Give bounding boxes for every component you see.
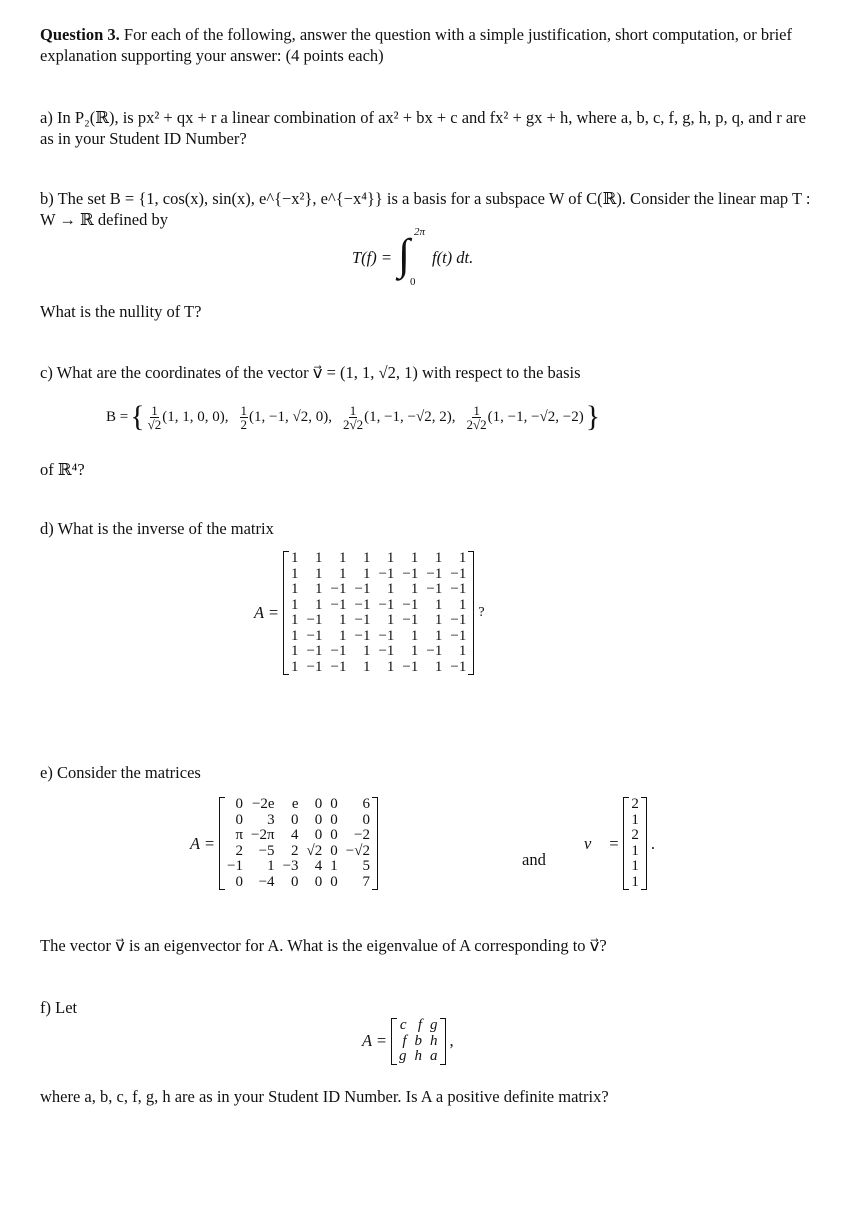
left-brace: { xyxy=(130,400,145,433)
matrix-d-cell: 1 xyxy=(315,581,323,597)
matrix-d-cell: 1 xyxy=(410,627,419,644)
matrix-d-cell: 1 xyxy=(386,612,395,628)
vector-lhs: v⃗ = xyxy=(584,833,620,853)
matrix-d-cell: −1 xyxy=(378,565,395,582)
matrix-e-row xyxy=(223,844,374,860)
vector-v-cell: 1 xyxy=(631,873,639,890)
matrix-f-lhs: A = xyxy=(362,1031,388,1051)
matrix-e-cell: 0 xyxy=(291,873,299,890)
matrix-d-cell: −1 xyxy=(330,581,347,597)
matrix-d-cell: 1 xyxy=(291,658,299,675)
matrix-d-row xyxy=(287,567,470,583)
matrix-d-cell: −1 xyxy=(330,658,347,675)
matrix-e-cell: −2π xyxy=(251,827,275,843)
vector-v-cell: 2 xyxy=(631,796,639,812)
matrix-e-cell: −1 xyxy=(227,858,244,874)
matrix-f-row xyxy=(395,1049,442,1065)
matrix-d-cell: −1 xyxy=(402,596,419,613)
matrix-d-cell: −1 xyxy=(378,643,395,659)
matrix-d-row xyxy=(287,598,470,614)
vector-v-row xyxy=(627,797,643,813)
vector-v-row xyxy=(627,875,643,891)
matrix-f-cell: h xyxy=(414,1048,423,1064)
matrix-e-row xyxy=(223,859,374,875)
matrix-e-cell: 3 xyxy=(267,811,275,828)
part-d-matrix-block xyxy=(254,551,485,675)
part-b-question-text: What is the nullity of T? xyxy=(40,302,202,321)
matrix-d-row xyxy=(287,582,470,598)
part-c xyxy=(40,362,820,383)
matrix-d-cell: 1 xyxy=(410,643,419,659)
part-e-question xyxy=(40,935,820,956)
matrix-e-cell: 0 xyxy=(314,811,323,828)
matrix-d-cell: −1 xyxy=(426,643,443,659)
basis-vector-2: (1, −1, √2, 0), xyxy=(249,408,332,425)
matrix-d-cell: 1 xyxy=(410,581,419,597)
matrix-e-cell: −2 xyxy=(354,827,370,843)
vector-v-cell: 1 xyxy=(631,842,639,859)
and-word: and xyxy=(522,850,546,869)
part-e-question-text: The vector v⃗ is an eigenvector for A. What is the eigenvalue of A corresponding to v⃗? xyxy=(40,936,607,955)
basis-lhs: B = xyxy=(106,408,129,425)
matrix-d-cell: −1 xyxy=(426,565,443,582)
matrix-d-cell: 1 xyxy=(410,550,419,566)
matrix-e-cell: −3 xyxy=(282,858,299,874)
matrix-d-cell: −1 xyxy=(354,581,371,597)
matrix-e-row xyxy=(223,828,374,844)
matrix-d-cell: −1 xyxy=(354,612,371,628)
part-e xyxy=(40,762,820,783)
part-e-matrix-block xyxy=(190,797,378,890)
part-c-tail-text: of ℝ⁴? xyxy=(40,460,85,479)
matrix-e-cell: 0 xyxy=(314,827,323,843)
matrix-e-cell: −2e xyxy=(251,796,275,812)
matrix-d-qmark: ? xyxy=(478,605,485,620)
vector-v-cell: 1 xyxy=(631,858,639,874)
matrix-e-cell: 0 xyxy=(235,811,244,828)
v3-frac: $\frac{1}{2√2}$ xyxy=(342,402,364,432)
matrix-e-cell: e xyxy=(291,796,299,812)
matrix-d-cell: 1 xyxy=(291,550,299,566)
question-intro: For each of the following, answer the question with a simple justification, short computation, or brief explanation supporting your answer: (4 points each) xyxy=(40,25,792,65)
part-b xyxy=(40,188,820,230)
matrix-d-cell: −1 xyxy=(378,627,395,644)
matrix-d-lhs: A = xyxy=(254,603,280,622)
part-e-vector-block xyxy=(584,797,655,890)
matrix-d-cell: −1 xyxy=(426,581,443,597)
v2-frac: $\frac{1}{2}$ xyxy=(240,402,248,432)
matrix-d-cell: 1 xyxy=(434,658,443,675)
vector-v-row xyxy=(627,828,643,844)
part-b-question xyxy=(40,301,820,322)
matrix-d-cell: 1 xyxy=(458,643,467,659)
part-f-text: f) Let xyxy=(40,998,78,1017)
vector-v-cell: 2 xyxy=(631,827,639,843)
matrix-d-cell: −1 xyxy=(402,565,419,582)
matrix-d-cell: −1 xyxy=(450,581,467,597)
matrix-d-cell: −1 xyxy=(306,658,323,675)
matrix-d-cell: −1 xyxy=(330,643,347,659)
part-f-matrix-block xyxy=(362,1018,454,1065)
matrix-d-cell: 1 xyxy=(291,612,299,628)
matrix-e-cell: 5 xyxy=(362,858,370,874)
matrix-d-row xyxy=(287,660,470,676)
matrix-d-cell: 1 xyxy=(362,658,371,675)
matrix-d-cell: 1 xyxy=(291,581,299,597)
matrix-e xyxy=(219,797,378,890)
matrix-d-cell: −1 xyxy=(354,627,371,644)
matrix-d-cell: −1 xyxy=(450,658,467,675)
matrix-d-cell: 1 xyxy=(434,596,443,613)
matrix-d-row xyxy=(287,613,470,629)
matrix-d-cell: −1 xyxy=(378,596,395,613)
matrix-d-row xyxy=(287,629,470,645)
matrix-e-cell: 0 xyxy=(314,796,323,812)
matrix-d-cell: −1 xyxy=(354,596,371,613)
vector-period: . xyxy=(650,833,656,853)
part-d-text: d) What is the inverse of the matrix xyxy=(40,519,274,538)
vector-v-row xyxy=(627,844,643,860)
matrix-e-cell: 6 xyxy=(362,796,370,812)
part-c-tail xyxy=(40,459,820,480)
matrix-e-cell: 2 xyxy=(291,842,299,859)
vector-v-row xyxy=(627,859,643,875)
v1-frac: $\frac{1}{√2}$ xyxy=(147,402,162,432)
matrix-d-cell: 1 xyxy=(338,565,347,582)
matrix-e-cell: 0 xyxy=(362,811,370,828)
integral-upper: 2π xyxy=(414,226,426,238)
matrix-d-cell: −1 xyxy=(450,565,467,582)
part-b-formula xyxy=(352,228,473,288)
right-brace: } xyxy=(585,400,601,433)
matrix-d-cell: 1 xyxy=(362,565,371,582)
basis-vector-4: (1, −1, −√2, −2) xyxy=(487,408,584,425)
matrix-d-cell: −1 xyxy=(306,627,323,644)
matrix-d-cell: 1 xyxy=(458,596,467,613)
matrix-d-cell: −1 xyxy=(402,658,419,675)
integral-lower: 0 xyxy=(410,276,416,288)
matrix-d-cell: −1 xyxy=(450,612,467,628)
part-d xyxy=(40,518,820,539)
matrix-e-cell: −√2 xyxy=(345,842,370,859)
part-c-basis xyxy=(106,400,600,434)
matrix-e-cell: 0 xyxy=(330,811,338,828)
matrix-e-cell: 7 xyxy=(362,873,370,890)
matrix-d-cell: 1 xyxy=(291,565,299,582)
part-f-question xyxy=(40,1086,820,1107)
matrix-f-comma: , xyxy=(449,1031,454,1051)
matrix-f-row xyxy=(395,1034,442,1050)
matrix-f-cell: h xyxy=(430,1032,438,1049)
matrix-e-cell: π xyxy=(235,827,244,843)
vector-v-cell: 1 xyxy=(631,811,639,828)
matrix-f-cell: a xyxy=(430,1048,438,1064)
matrix-e-cell: 1 xyxy=(267,858,275,874)
matrix-d-cell: 1 xyxy=(386,581,395,597)
matrix-d-cell: −1 xyxy=(306,612,323,628)
part-a xyxy=(40,107,820,149)
question-header xyxy=(40,24,820,66)
matrix-d-cell: 1 xyxy=(386,550,395,566)
matrix-f-cell: f xyxy=(417,1017,423,1033)
part-c-text: c) What are the coordinates of the vector v⃗ = (1, 1, √2, 1) with respect to the basis xyxy=(40,363,581,382)
matrix-d-cell: 1 xyxy=(315,565,323,582)
matrix-f xyxy=(391,1018,446,1065)
matrix-d-cell: 1 xyxy=(434,612,443,628)
matrix-f-cell: b xyxy=(414,1032,423,1049)
matrix-d-cell: −1 xyxy=(450,627,467,644)
matrix-d-cell: 1 xyxy=(458,550,467,566)
matrix-d-cell: 1 xyxy=(338,612,347,628)
matrix-e-cell: 0 xyxy=(291,811,299,828)
matrix-e-cell: 0 xyxy=(314,873,323,890)
matrix-f-row xyxy=(395,1018,442,1034)
matrix-d-row xyxy=(287,644,470,660)
matrix-f-cell: g xyxy=(399,1048,407,1064)
matrix-d-cell: −1 xyxy=(330,596,347,613)
matrix-d-cell: 1 xyxy=(291,596,299,613)
matrix-e-cell: 4 xyxy=(314,858,323,874)
matrix-e-cell: 0 xyxy=(330,796,338,812)
matrix-e-row xyxy=(223,875,374,891)
vector-v-row xyxy=(627,813,643,829)
matrix-f-cell: g xyxy=(430,1017,438,1033)
part-b-text: b) The set B = {1, cos(x), sin(x), e^{−x²}, e^{−x⁴}} is a basis for a subspace W of C(ℝ). Consider the linear map T : W → ℝ defined by xyxy=(40,189,811,229)
formula-lhs: T(f) = xyxy=(352,248,393,267)
part-a-text: a) In P₂(ℝ), is px² + qx + r a linear combination of ax² + bx + c and fx² + gx + h, where a, b, c, f, g, h, p, q, and r are as in your Student ID Number? xyxy=(40,108,806,148)
matrix-d xyxy=(283,551,474,675)
matrix-d-cell: 1 xyxy=(291,627,299,644)
matrix-e-cell: √2 xyxy=(306,842,323,859)
matrix-e-cell: 1 xyxy=(330,858,338,874)
basis-vector-3: (1, −1, −√2, 2), xyxy=(364,408,456,425)
integral-sign: ∫ xyxy=(398,230,411,279)
matrix-e-cell: 2 xyxy=(235,842,244,859)
matrix-d-cell: 1 xyxy=(362,643,371,659)
part-e-text: e) Consider the matrices xyxy=(40,763,201,782)
matrix-d-cell: 1 xyxy=(291,643,299,659)
question-label: Question 3. xyxy=(40,25,120,44)
matrix-d-cell: 1 xyxy=(434,627,443,644)
matrix-e-cell: 0 xyxy=(330,842,338,859)
basis-vector-1: (1, 1, 0, 0), xyxy=(162,408,229,425)
matrix-d-cell: 1 xyxy=(434,550,443,566)
matrix-d-cell: 1 xyxy=(386,658,395,675)
matrix-e-cell: 0 xyxy=(235,873,244,890)
matrix-e-cell: 0 xyxy=(330,827,338,843)
matrix-e-cell: 0 xyxy=(330,873,338,890)
integrand: f(t) dt. xyxy=(432,248,474,267)
matrix-d-cell: 1 xyxy=(362,550,371,566)
matrix-d-row xyxy=(287,551,470,567)
matrix-d-cell: 1 xyxy=(315,596,323,613)
matrix-e-cell: 4 xyxy=(291,827,299,843)
matrix-e-row xyxy=(223,813,374,829)
matrix-d-cell: −1 xyxy=(402,612,419,628)
matrix-e-cell: 0 xyxy=(235,796,244,812)
vector-v xyxy=(623,797,647,890)
part-f xyxy=(40,997,820,1018)
matrix-e-cell: −4 xyxy=(258,873,275,890)
matrix-f-cell: c xyxy=(399,1017,407,1033)
part-f-question-text: where a, b, c, f, g, h are as in your Student ID Number. Is A a positive definite matrix? xyxy=(40,1087,609,1106)
v4-frac: $\frac{1}{2√2}$ xyxy=(466,402,487,432)
matrix-e-lhs: A = xyxy=(190,833,216,853)
matrix-d-cell: 1 xyxy=(338,550,347,566)
matrix-f-cell: f xyxy=(402,1032,407,1049)
matrix-d-cell: −1 xyxy=(306,643,323,659)
matrix-d-cell: 1 xyxy=(315,550,323,566)
matrix-e-row xyxy=(223,797,374,813)
matrix-d-cell: 1 xyxy=(338,627,347,644)
matrix-e-cell: −5 xyxy=(258,842,275,859)
